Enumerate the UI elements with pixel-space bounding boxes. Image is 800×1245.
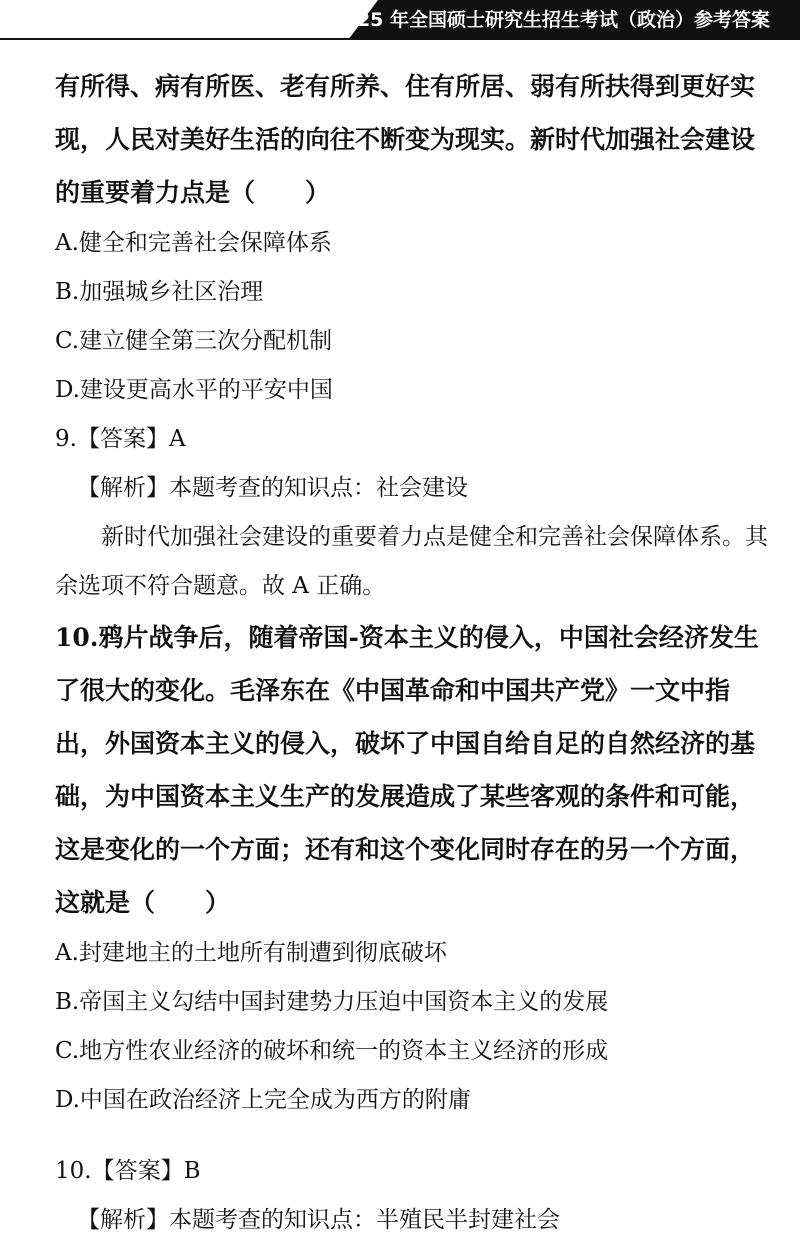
- question-9-answer: 9.【答案】A: [55, 426, 186, 452]
- question-9-option-a: A.健全和完善社会保障体系: [55, 230, 332, 256]
- document-body: [55, 60, 775, 1245]
- question-9-analysis-text: 新时代加强社会建设的重要着力点是健全和完善社会保障体系。其余选项不符合题意。故 A 正确。: [55, 524, 768, 599]
- question-10-analysis-label: 【解析】本题考查的知识点：半殖民半封建社会: [77, 1207, 560, 1233]
- question-9-stem: 有所得、病有所医、老有所养、住有所居、弱有所扶得到更好实现，人民对美好生活的向往不断变为现实。新时代加强社会建设的重要着力点是（ ）: [55, 72, 756, 207]
- spacer: [55, 1125, 775, 1147]
- question-9-option-b: B.加强城乡社区治理: [55, 279, 264, 305]
- question-9-option-c: C.建立健全第三次分配机制: [55, 328, 333, 354]
- question-10-option-a: A.封建地主的土地所有制遭到彻底破坏: [55, 940, 447, 966]
- header-title: 2025 年全国硕士研究生招生考试（政治）参考答案: [330, 9, 770, 31]
- question-10-option-d: D.中国在政治经济上完全成为西方的附庸: [55, 1087, 471, 1113]
- question-10-option-b: B.帝国主义勾结中国封建势力压迫中国资本主义的发展: [55, 989, 609, 1015]
- question-10-answer: 10.【答案】B: [55, 1158, 201, 1184]
- page-header: [0, 0, 800, 40]
- question-10-stem: 10.鸦片战争后，随着帝国-资本主义的侵入，中国社会经济发生了很大的变化。毛泽东在《中国革命和中国共产党》一文中指出，外国资本主义的侵入，破坏了中国自给自足的自然经济的基础，为中国资本主义生产的发展造成了某些客观的条件和可能，这是变化的一个方面；还有和这个变化同时存在的另一个方面，这就是（ ）: [55, 623, 759, 917]
- question-9-analysis-label: 【解析】本题考查的知识点：社会建设: [77, 475, 468, 501]
- question-10-option-c: C.地方性农业经济的破坏和统一的资本主义经济的形成: [55, 1038, 609, 1064]
- question-9-option-d: D.建设更高水平的平安中国: [55, 377, 333, 403]
